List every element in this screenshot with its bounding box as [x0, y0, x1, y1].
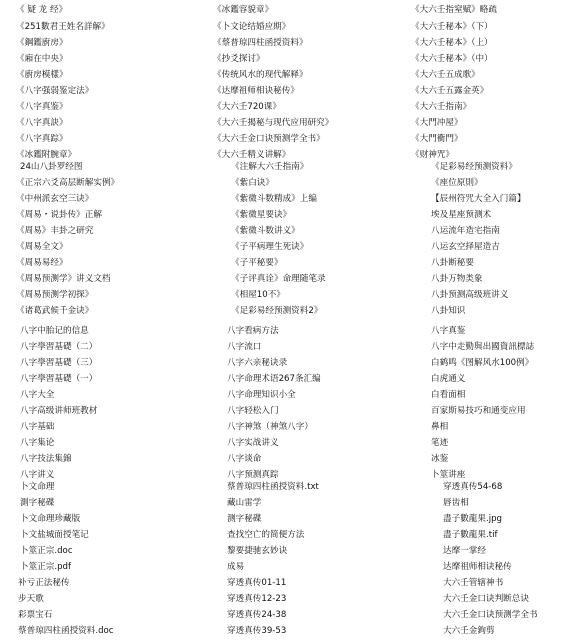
list-item: 八卦知识	[431, 306, 466, 316]
list-item: 八运玄空择屋造吉	[431, 242, 500, 252]
list-item: 测字秘碟	[227, 514, 262, 524]
list-item: 八字命理知识小全	[227, 390, 296, 400]
list-item: 卜筮正宗.doc	[20, 546, 73, 556]
list-item: 鼻相	[431, 422, 449, 432]
list-item: 穿透真传24-38	[227, 610, 287, 620]
list-item: 《八字真訣》	[16, 118, 68, 128]
list-item: 《相屋10不》	[231, 290, 285, 300]
list-item: 穿透真传39-53	[227, 626, 287, 636]
list-item: 八字高级讲师班教材	[20, 406, 98, 416]
list-item: 八字流口	[227, 342, 262, 352]
list-item: 《大六壬秘本》（上）	[411, 38, 493, 48]
list-item: 《注解大六壬指南》	[231, 162, 309, 172]
list-item: 彩票宝石	[18, 610, 53, 620]
list-item: 《大六壬720课》	[213, 102, 281, 112]
list-item: 八字谈命	[227, 454, 262, 464]
list-item: 《八字真鉴》	[16, 102, 68, 112]
list-item: 八字中走勤與出國資訊標誌	[431, 342, 535, 352]
list-item: 《大六壬精义讲解》	[213, 150, 291, 160]
list-item: 蔡普琼四柱函授资料.doc	[18, 626, 114, 636]
list-item: 八字技法集錦	[20, 454, 72, 464]
list-item: 埃及星座预测术	[431, 210, 492, 220]
list-item: 《子平秘要》	[231, 258, 283, 268]
list-item: 測字秘碟	[20, 498, 55, 508]
list-item: 《正宗六爻高层断解实例》	[16, 178, 120, 188]
list-item: 《大六壬五露金英》	[411, 86, 489, 96]
list-item: 《紫微星要诀》	[231, 210, 292, 220]
list-item: 《大六壬指南》	[411, 102, 472, 112]
list-item: 穿透真传12-23	[227, 594, 287, 604]
list-item: 成易	[227, 562, 245, 572]
list-item: 大六壬管辖神书	[443, 578, 504, 588]
list-item: 《紫微斗数讲义》	[231, 226, 300, 236]
list-item: 大六壬金鉤剪	[443, 626, 495, 636]
list-item: 八字实战讲义	[227, 438, 279, 448]
list-item: 《座位原則》	[431, 178, 483, 188]
list-item: 《足彩易经预测资料2》	[231, 306, 323, 316]
list-item: 查找空亡的简便方法	[227, 530, 305, 540]
list-item: 白看面相	[431, 390, 466, 400]
list-item: 八字真鉴	[431, 326, 466, 336]
list-item: 24山八卦罗经图	[20, 162, 83, 172]
list-item: 《周易预测学初探》	[16, 290, 94, 300]
list-item: 卜筮讲座	[431, 470, 466, 480]
list-item: 《蔡普琼四柱函授资料》	[213, 38, 308, 48]
list-item: 达摩祖师相诀秘传	[443, 562, 512, 572]
list-item: 《大六壬秘本》（下）	[411, 22, 493, 32]
list-item: 八字集论	[20, 438, 55, 448]
list-item: 《冰鑑附腕章》	[16, 150, 77, 160]
list-item: 大六壬金口诀预测学全书	[443, 610, 538, 620]
list-item: 《诸葛武候千金诀》	[16, 306, 94, 316]
list-item: 八字學習基礎（二）	[20, 342, 98, 352]
list-item: 《传统风水的现代解释》	[213, 70, 308, 80]
list-item: 《周易预测学》讲义文档	[16, 274, 111, 284]
list-item: 八卦断秘要	[431, 258, 474, 268]
list-item: 《达摩祖师相诀秘传》	[213, 86, 299, 96]
list-item: 八字基础	[20, 422, 55, 432]
list-item: 盡子數龍果.tif	[443, 530, 498, 540]
list-item: 《紫白诀》	[231, 178, 274, 188]
list-item: 步天歌	[18, 594, 44, 604]
list-item: 《卜文论结婚应期》	[213, 22, 291, 32]
list-item: 《大門冲屋》	[411, 118, 463, 128]
list-item: 穿透真传01-11	[227, 578, 287, 588]
list-item: 八字中胎记的信息	[20, 326, 89, 336]
list-item: 《周易易经》	[16, 258, 68, 268]
list-item: 八字學習基礎（一）	[20, 374, 98, 384]
list-item: 达摩一掌经	[443, 546, 486, 556]
list-item: 《周易・说卦传》正解	[16, 210, 102, 220]
list-item: 补亏正法秘传	[18, 578, 70, 588]
list-item: 《大六壬揭秘与现代应用研究》	[213, 118, 334, 128]
list-item: 《廚房模樣》	[16, 70, 68, 80]
list-item: 八字學習基礎（三）	[20, 358, 98, 368]
list-item: 《紫微斗数精成》上编	[231, 194, 317, 204]
list-item: 《251數君王姓名詳解》	[16, 22, 110, 32]
list-item: 盡子數龍果.jpg	[443, 514, 502, 524]
list-item: 《财神咒》	[411, 150, 454, 160]
list-item: 【辰州符咒大全入门篇】	[431, 194, 526, 204]
list-item: 《抄爻探讨》	[213, 54, 265, 64]
list-item: 八字大全	[20, 390, 55, 400]
list-item: 黎要捷驰玄妙诀	[227, 546, 288, 556]
list-item: 《足彩易经预测资料》	[431, 162, 517, 172]
list-item: 白虎通义	[431, 374, 466, 384]
list-item: 《 疑 龙 经》	[16, 5, 68, 15]
list-item: 卜文盐城面授笔记	[20, 530, 89, 540]
list-item: 卜筮正宗.pdf	[20, 562, 72, 572]
list-item: 《大六壬指窒赋》略疏	[411, 5, 497, 15]
list-item: 八字命理术语267条汇编	[227, 374, 321, 384]
list-item: 《中州派玄空三诀》	[16, 194, 94, 204]
list-item: 八字六亲秘诀录	[227, 358, 288, 368]
list-item: 穿透真传54-68	[443, 482, 503, 492]
list-item: 《鋼鑑廚房》	[16, 38, 68, 48]
list-item: 《冰鑑容貌章》	[213, 5, 274, 15]
list-item: 卜文命理珍藏版	[20, 514, 81, 524]
list-item: 《八字强弱鉴定法》	[16, 86, 94, 96]
list-item: 《周易全文》	[16, 242, 68, 252]
list-item: 冰鉴	[431, 454, 449, 464]
list-item: 八字神煞（神煞八字）	[227, 422, 313, 432]
list-item: 大六壬金口诀判断总诀	[443, 594, 529, 604]
list-item: 白鹤鸣《图解风水100例》	[431, 358, 534, 368]
list-item: 八字看病方法	[227, 326, 279, 336]
list-item: 百家斯易技巧和通变应用	[431, 406, 526, 416]
list-item: 唇齿相	[443, 498, 469, 508]
list-item: 笔迹	[431, 438, 449, 448]
list-item: 《八字真踪》	[16, 134, 68, 144]
list-item: 《大六壬金口诀预测学全书》	[213, 134, 325, 144]
list-item: 八字轻松入门	[227, 406, 279, 416]
list-item: 藏山雷学	[227, 498, 262, 508]
list-item: 蔡普琼四柱函授资料.txt	[227, 482, 319, 492]
list-item: 卜文命理	[20, 482, 55, 492]
list-item: 八字讲义	[20, 470, 55, 480]
list-item: 《大六壬秘本》（中）	[411, 54, 493, 64]
list-item: 《大門衝門》	[411, 134, 463, 144]
list-item: 八卦万物类象	[431, 274, 483, 284]
list-item: 八运流年造宅指南	[431, 226, 500, 236]
list-item: 《子平病理生死诀》	[231, 242, 309, 252]
list-item: 八字预测真踪	[227, 470, 279, 480]
list-item: 《大六壬五成歌》	[411, 70, 480, 80]
list-item: 《子评真诠》命理随笔录	[231, 274, 326, 284]
list-item: 《廂在中央》	[16, 54, 68, 64]
list-item: 《周易》丰卦之研究	[16, 226, 94, 236]
list-item: 八卦预测高级班讲义	[431, 290, 509, 300]
